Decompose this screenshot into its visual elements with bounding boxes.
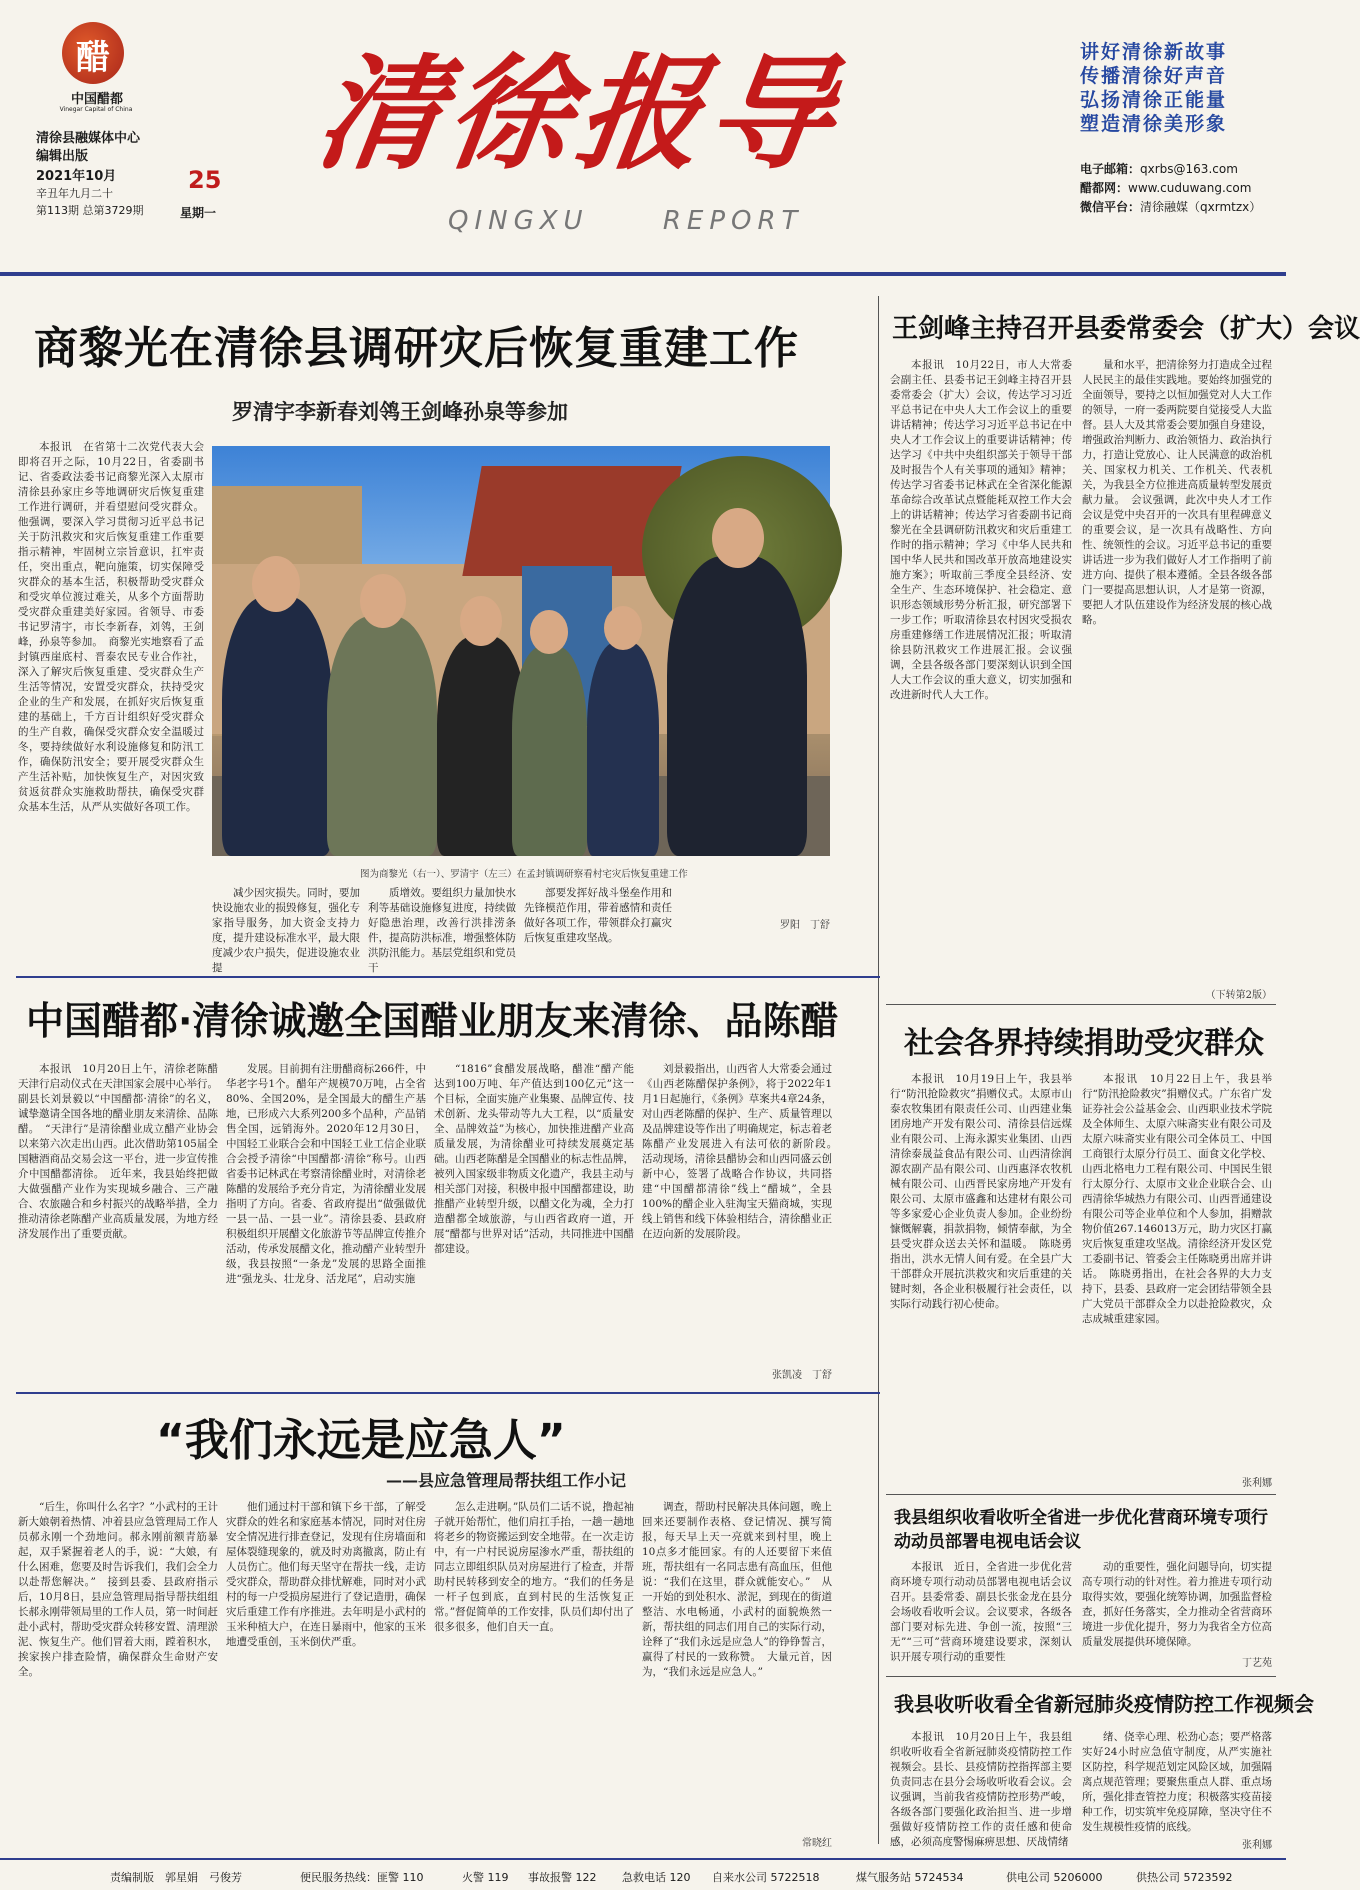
donation-headline: 社会各界持续捐助受灾群众 bbox=[904, 1026, 1264, 1061]
issue-number: 第113期 总第3729期 bbox=[36, 204, 144, 217]
lead-bottom-col-4 bbox=[680, 886, 830, 952]
date-block bbox=[36, 168, 144, 219]
date-lunar: 辛丑年九月二十 bbox=[36, 187, 113, 200]
footer-hotline-emergency: 急救电话 120 bbox=[622, 1871, 691, 1884]
footer bbox=[0, 1858, 1286, 1890]
footer-hotline-fire: 火警 119 bbox=[462, 1871, 509, 1884]
lead-left-column: 本报讯 在省第十二次党代表大会即将召开之际，10月22日，省委副书记、省委政法委书记商黎光深入太原市清徐县孙家庄乡等地调研灾后恢复重建工作进行调研，并看望慰问受灾群众。他强调，要深入学习贯彻习近平总书记关于防汛救灾和灾后恢复重建工作重要指示精神，牢固树立宗旨意识，扛牢责任，突出重点，靶向施策，切实保障受灾群众的基本生活，积极帮助受灾群众和受灾单位渡过难关，从多个方面帮助受灾群众重建美好家园。省领导、市委书记罗清宇，市长李新春，刘鸰，王剑峰，孙泉等参加。 商黎光实地察看了孟封镇西崖底村、晋泰农民专业合作社，深入了解灾后恢复重建、受灾群众生产生活等情况，安置受灾群众，扶持受灾企业的生产和发展，在抓好灾后恢复重建的基础上，千方百计组织好受灾群众的生产自救，确保受灾群众安全温暖过冬，要持续做好水利设施修复和防汛工作，确保防汛安全；要开展受灾群众生产生活补贴，加快恢复生产，对因灾致贫返贫群众实施救助帮扶，确保受灾群众基本生活，从严从实做好各项工作。 bbox=[18, 441, 204, 813]
footer-water-company: 自来水公司 5722518 bbox=[712, 1871, 820, 1884]
emergency-subhead: ——县应急管理局帮扶组工作小记 bbox=[386, 1471, 627, 1490]
contact-email: 电子邮箱：qxrbs@163.com bbox=[1080, 162, 1238, 176]
business-headline: 我县组织收看收听全省进一步优化营商环境专项行动动员部署电视电话会议 bbox=[894, 1508, 1268, 1552]
right-divider bbox=[886, 1494, 1276, 1495]
business-col-2: 动的重要性，强化问题导向，切实提高专项行动的针对性。着力推进专项行动取得实效，要强化统筹协调，加强监督检查，抓好任务落实，全力推动全省营商环境进一步优化提升，努力为我省全方位高质量发展提供环境保障。 bbox=[1082, 1561, 1272, 1648]
date-main: 2021年10月 bbox=[36, 169, 117, 184]
slogan-line: 传播清徐好声音 bbox=[1080, 65, 1228, 87]
weekday: 星期一 bbox=[180, 206, 217, 220]
newspaper-title: 清徐报导 bbox=[307, 42, 849, 187]
issuer-line1: 清徐县融媒体中心 bbox=[36, 131, 141, 146]
right-top-byline: （下转第2版） bbox=[1205, 990, 1272, 1001]
logo-glyph: 醋 bbox=[76, 38, 110, 78]
donation-col-2: 本报讯 10月22日上午，我县举行“防汛抢险救灾”捐赠仪式。广东省广发证券社会公益基金会、山西职业技术学院及全体师生、太原六味斋实业有限公司及太原六味斋实业有限公司全体员工、中国工商银行太原分行员工、面食文化学校、山西北格电力工程有限公司、中国民生银行太原分行、太原市文业企业联合会、山西清徐华城热力有限公司、山西晋通建设有限公司等企业单位和个人参加，捐赠款物价值267.146013万元，助力灾区打赢灾后恢复重建攻坚战。清徐经济开发区党工委副书记、管委会主任陈晓勇出席并讲话。 陈晓勇指出，在社会各界的大力支持下，县委、县政府一定会团结带领全县广大党员干部群众全力以赴抢险救灾，众志成城重建家园。 bbox=[1082, 1073, 1272, 1325]
business-byline: 丁艺苑 bbox=[1242, 1658, 1272, 1669]
right-divider bbox=[886, 1676, 1276, 1677]
slogan-line: 讲好清徐新故事 bbox=[1080, 41, 1228, 63]
emergency-byline: 常晓红 bbox=[802, 1838, 832, 1849]
lead-subhead: 罗清宇李新春刘鸰王剑峰孙泉等参加 bbox=[232, 400, 568, 424]
column-divider bbox=[878, 296, 879, 1844]
emergency-headline: “我们永远是应急人” bbox=[156, 1415, 566, 1466]
footer-hotline-police: 便民服务热线：匪警 110 bbox=[300, 1871, 424, 1884]
lead-bottom-col-1: 减少因灾损失。同时，要加快设施农业的损毁修复，强化专家指导服务，加大资金支持力度，提升建设标准水平，最大限度减少农户损失，促进设施农业提 bbox=[212, 887, 360, 974]
lead-byline: 罗阳 丁舒 bbox=[780, 920, 830, 931]
vinegar-col-2: 发展。目前拥有注册醋商标266件，中华老字号1个。醋年产规模70万吨，占全省80%、全国20%，是全国最大的醋生产基地，已形成六大系列200多个品种，产品销售全国，远销海外。2020年12月30日，中国轻工业联合会和中国轻工业工信企业联合会授予清徐“中国醋都·清徐”称号。山西省委书记林武在考察清徐醋业时，对清徐老陈醋的发展给予充分肯定，为清徐醋业发展指明了方向。省委、省政府提出“做强做优一县一品、一县一业”。清徐县委、县政府积极组织开展醋文化旅游节等品牌宣传推介活动，传承发展醋文化，推动醋产业转型升级，我县按照“一条龙”发展的思路全面推进“强龙头、壮龙身、活龙尾”，启动实施 bbox=[226, 1063, 426, 1285]
right-top-col-1: 本报讯 10月22日，市人大常委会副主任、县委书记王剑峰主持召开县委常委会（扩大）会议，传达学习习近平总书记在中央人大工作会议上的重要讲话精神；传达学习习近平总书记在中央人才工作会议上的重要讲话精神；传达学习《中共中央组织部关于领导干部及时报告个人有关事项的通知》精神；传达学习省委书记林武在全省深化能源革命综合改革试点暨能耗双控工作大会上的讲话精神；传达学习省委副书记商黎光在全县调研防汛救灾和灾后重建工作时的指示精神；学习《中华人民共和国中华人民共和国改革开放高地建设实施方案》；听取前三季度全县经济、安全生产、生态环境保护、社会稳定、意识形态领域形势分析汇报，研究部署下一步工作；听取清徐县农村因灾受损农房重建修缮工作进展情况汇报；听取清徐县防汛救灾工作进展汇报。会议强调，全县各级各部门要深刻认识到全国人大工作会议的重大意义，切实加强和改进新时代人大工作。 bbox=[890, 359, 1072, 701]
logo-en: Vinegar Capital of China bbox=[59, 106, 133, 113]
footer-hotline-accident: 事故报警 122 bbox=[528, 1871, 597, 1884]
footer-editor: 责编制版 郭星娟 弓俊芳 bbox=[110, 1871, 242, 1884]
newspaper-title-en: QINGXU REPORT bbox=[448, 206, 804, 236]
vinegar-headline: 中国醋都·清徐诚邀全国醋业朋友来清徐、品陈醋 bbox=[26, 999, 839, 1043]
masthead bbox=[0, 0, 1286, 270]
section-divider bbox=[16, 976, 880, 978]
contact-info bbox=[1080, 160, 1280, 217]
slogan-line: 塑造清徐美形象 bbox=[1080, 113, 1228, 135]
covid-headline: 我县收听收看全省新冠肺炎疫情防控工作视频会 bbox=[894, 1692, 1314, 1716]
vinegar-byline: 张凯凌 丁舒 bbox=[772, 1370, 832, 1381]
masthead-rule bbox=[0, 272, 1286, 276]
right-divider bbox=[886, 1004, 1276, 1005]
emergency-col-2: 他们通过村干部和镇下乡干部，了解受灾群众的姓名和家庭基本情况，同时对住房安全情况进行排查登记，发现有住房墙面和屋体裂缝现象的，就及时劝离撤离，防止有人员伤亡。他们每天坚守在帮扶一线，走访受灾群众，帮助群众排忧解难，同时对小武村的每一户受损房屋进行了登记造册，确保灾后重建工作有序推进。去年明是小武村的玉米种植大户，在连日暴雨中，他家的玉米地遭受重创，玉米倒伏严重。 bbox=[226, 1501, 426, 1648]
vinegar-capital-logo-icon bbox=[62, 22, 124, 84]
donation-col-1: 本报讯 10月19日上午，我县举行“防汛抢险救灾”捐赠仪式。太原市山泰农牧集团有限责任公司、山西建业集团房地产开发有限公司、清徐县信远煤业有限公司、上海永源实业集团、山西清徐泰晟益食品有限公司、山西清徐润源农副产品有限公司、山西惠泽农牧机械有限公司、山西晋民家房地产开发有限公司、太原市盛鑫和达建材有限公司等多家爱心企业负责人参加。企业纷纷慷慨解囊，捐款捐物，倾情奉献，为全县受灾群众送去关怀和温暖。 陈晓勇指出，洪水无情人间有爱。在全县广大干部群众开展抗洪救灾和灾后重建的关键时刻，各企业积极履行社会责任，以实际行动践行初心使命。 bbox=[890, 1073, 1072, 1310]
covid-col-2: 绪、侥幸心理、松劲心态；要严格落实好24小时应急值守制度，从严实施社区防控，科学规范划定风险区域，加强隔离点规范管理；要聚焦重点人群、重点场所，强化排查管控力度；积极落实疫苗接种工作，切实筑牢免疫屏障，坚决守住不发生规模性疫情的底线。 bbox=[1082, 1731, 1272, 1833]
lead-headline: 商黎光在清徐县调研灾后恢复重建工作 bbox=[34, 323, 799, 374]
covid-col-1: 本报讯 10月20日上午，我县组织收听收看全省新冠肺炎疫情防控工作视频会。县长、县疫情防控指挥部主要负责同志在县分会场收听收看会议。会议强调，当前我省疫情防控形势严峻，各级各部门要强化政治担当、进一步增强做好疫情防控工作的责任感和使命感，必须高度警惕麻痹思想、厌战情绪 bbox=[890, 1731, 1072, 1848]
section-divider bbox=[16, 1392, 880, 1394]
issuer-line2: 编辑出版 bbox=[36, 149, 89, 164]
footer-power-company: 供电公司 5206000 bbox=[1006, 1871, 1103, 1884]
emergency-col-1: “后生，你叫什么名字？”小武村的王计新大娘朝着热情、冲着县应急管理局工作人员郝永刚一个劲地问。郝永刚前额青筋暴起，双手紧握着老人的手，说：“大娘，有什么困难，您要及时告诉我们，我们会全力以赴帮您解决。” 接到县委、县政府指示后，10月8日，县应急管理局指导帮扶组组长郝永刚带领局里的工作人员，第一时间赶赴小武村，帮助受灾群众转移安置、清理淤泥、恢复生产。他们冒着大雨，蹚着积水，挨家挨户排查险情，确保群众生命财产安全。 bbox=[18, 1501, 218, 1678]
donation-byline: 张利娜 bbox=[1242, 1478, 1272, 1489]
contact-wechat: 微信平台：清徐融媒（qxrmtzx） bbox=[1080, 200, 1262, 214]
logo-cn: 中国醋都 bbox=[70, 92, 123, 107]
footer-gas-station: 煤气服务站 5724534 bbox=[856, 1871, 964, 1884]
slogan-line: 弘扬清徐正能量 bbox=[1080, 89, 1228, 111]
vinegar-col-1: 本报讯 10月20日上午，清徐老陈醋天津行启动仪式在天津国家会展中心举行。副县长刘景毅以“中国醋都·清徐”的名义，诚挚邀请全国各地的醋业朋友来清徐、品陈醋。 “天津行”是清徐醋业成立醋产业协会以来第六次走出山西。此次借助第105届全国糖酒商品交易会这一平台，进一步宣传推介中国醋都清徐。 近年来，我县始终把做大做强醋产业作为实现城乡融合、三产融合、农旅融合和乡村振兴的战略举措，全力推动清徐老陈醋产业高质量发展，为地方经济发展作出了重要贡献。 bbox=[18, 1063, 218, 1240]
emergency-col-4: 调查，帮助村民解决具体问题，晚上回来还要制作表格、登记情况、撰写简报，每天早上天一亮就来到村里，晚上10点多才能回家。有的人还要留下来值班，帮扶组有一名同志患有高血压，但他说：“我们在这里，群众就能安心。” 从一开始的到处积水、淤泥，到现在的街道整洁、水电畅通，小武村的面貌焕然一新，帮扶组的同志们用自己的实际行动，诠释了“我们永远是应急人”的铮铮誓言，赢得了村民的一致称赞。 大量元首，因为，“我们永远是应急人。” bbox=[642, 1501, 832, 1678]
right-top-col-2: 量和水平，把清徐努力打造成全过程人民民主的最佳实践地。要始终加强党的全面领导，要持之以恒加强党对人大工作的领导，一府一委两院要自觉接受人大监督。县人大及其常委会要加强自身建设，增强政治判断力、政治领悟力、政治执行力，打造让党放心、让人民满意的政治机关、国家权力机关、工作机关、代表机关，为我县全方位推进高质量转型发展贡献力量。 会议强调，此次中央人才工作会议是党中央召开的一次具有里程碑意义的重要会议，是一次具有战略性、方向性、统领性的会议。习近平总书记的重要讲话进一步为我们做好人才工作指明了前进方向、提供了根本遵循。全县各级各部门一要提高思想认识，人才是第一资源，要把人才队伍建设作为经济发展的核心战略。 bbox=[1082, 359, 1272, 626]
covid-byline: 张利娜 bbox=[1242, 1840, 1272, 1851]
footer-heating-company: 供热公司 5723592 bbox=[1136, 1871, 1233, 1884]
business-col-1: 本报讯 近日，全省进一步优化营商环境专项行动动员部署电视电话会议召开。县委常委、副县长张金龙在县分会场收看收听会议。会议要求，各级各部门要对标先进、争创一流，按照“三无”“三可”营商环境建设要求，深刻认识开展专项行动的重要性 bbox=[890, 1561, 1072, 1663]
vinegar-col-4: 刘景毅指出，山西省人大常委会通过《山西老陈醋保护条例》，将于2022年1月1日起施行，《条例》草案共4章24条，对山西老陈醋的保护、生产、质量管理以及品牌建设等作出了明确规定，标志着老陈醋产业发展进入有法可依的新阶段。 活动现场，清徐县醋协会和山西同盛云创新中心，签署了战略合作协议，共同搭建“中国醋都清徐”线上“醋城”，全县100%的醋企业入驻淘宝天猫商城，实现线上销售和线下体验相结合，清徐醋业正在迈向新的发展阶段。 bbox=[642, 1063, 843, 1240]
issuer bbox=[36, 130, 140, 166]
lead-bottom-col-3: 部要发挥好战斗堡垒作用和先锋模范作用，带着感情和责任做好各项工作，带领群众打赢灾后恢复重建攻坚战。 bbox=[524, 887, 672, 944]
day-number: 25 bbox=[188, 166, 222, 194]
slogans bbox=[1080, 40, 1270, 136]
right-top-headline: 王剑峰主持召开县委常委会（扩大）会议 bbox=[892, 314, 1360, 344]
lead-photo-caption: 图为商黎光（右一）、罗清宇（左三）在孟封镇调研察看村宅灾后恢复重建工作 bbox=[360, 869, 688, 880]
lead-bottom-col-2: 质增效。要组织力量加快水利等基础设施修复进度，持续做好隐患治理，改善行洪排涝条件，提高防洪标准，增强整体防洪防汛能力。基层党组织和党员干 bbox=[368, 887, 516, 974]
vinegar-col-3: “1816”食醋发展战略，醋准“醋产能达到100万吨、年产值达到100亿元”这一个目标，全面实施产业集聚、品牌宣传、技术创新、龙头带动等九大工程，以“质量安全、品牌效益”为核心，加快推进醋产业高质量发展，为清徐醋业可持续发展奠定基础。山西老陈醋是全国醋业的标志性品牌，被列入国家级非物质文化遗产，我县主动与相关部门对接，积极申报中国醋都建设，助推醋产业转型升级，以醋文化为魂，全力打造醋都全域旅游，与山西省政府一道，开展“醋都与世界对话”活动，共同推进中国醋都建设。 bbox=[434, 1063, 634, 1255]
contact-website: 醋都网：www.cuduwang.com bbox=[1080, 181, 1252, 195]
emergency-col-3: 怎么走进啊。”队员们二话不说，撸起袖子就开始帮忙，他们肩扛手抬，一趟一趟地将老乡的物资搬运到安全地带。在一次走访中，有一户村民说房屋渗水严重，帮扶组的同志立即组织队员对房屋进行了检查，并帮助村民转移到安全的地方。“我们的任务是一杆子包到底，直到村民的生活恢复正常。”督促简单的工作安排，队员们却付出了很多很多，他们自天一直。 bbox=[434, 1501, 634, 1633]
lead-photo bbox=[212, 446, 830, 856]
